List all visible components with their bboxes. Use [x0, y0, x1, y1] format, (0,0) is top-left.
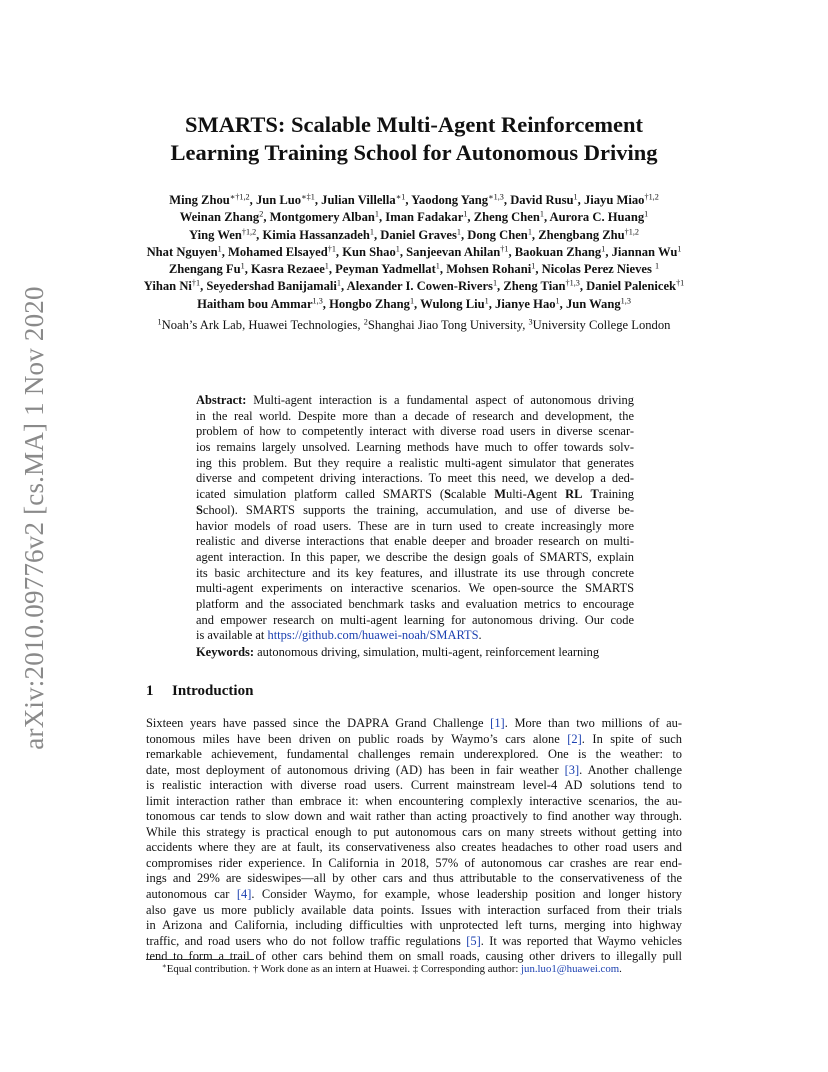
abstract-text: ing this problem. But they require a realistic multi-agent simulator that generates [196, 455, 634, 470]
keywords [196, 645, 634, 661]
acronym-letter: M [494, 487, 506, 502]
abstract-text: in the real world. Despite more than a decade of research and development, the [196, 408, 634, 423]
author-name: , Alexander I. Cowen-Rivers [341, 279, 493, 294]
arxiv-stamp-text: arXiv:2010.09776v2 [cs.MA] 1 Nov 2020 [19, 286, 49, 750]
author-line [100, 278, 728, 295]
author-name: , Nicolas Perez Nieves [535, 262, 656, 277]
author-name: , Dong Chen [460, 227, 528, 242]
author-name: , Jun Luo [249, 193, 302, 207]
author-affil-mark: ∗1,3 [488, 192, 504, 202]
acronym-letter: A [526, 487, 536, 502]
abstract-line [196, 487, 634, 503]
abstract-text: and empower research on multi-agent learning for autonomous driving. Our code [196, 612, 634, 627]
intro-text: remarkable achievement, fundamental challenges remain underexplored. One is the weather: to [146, 747, 682, 762]
citation-link[interactable]: [2] [567, 731, 582, 746]
author-affil-mark: 1 [573, 192, 578, 202]
author-name: , Hongbo Zhang [322, 296, 410, 311]
author-line [100, 296, 728, 313]
intro-text: autonomous car [146, 887, 237, 902]
author-affil-mark: 1 [484, 296, 489, 306]
intro-text: traffic, and road users who do not follow traffic regulations [146, 933, 467, 948]
intro-line [146, 840, 682, 856]
footnote-rule [146, 959, 254, 960]
author-affil-mark: 1 [492, 278, 498, 288]
intro-line [146, 918, 682, 934]
author-affil-mark: †1,3 [565, 278, 580, 288]
author-name: , Jiayu Miao [577, 193, 645, 207]
author-affil-mark: 1 [435, 261, 440, 271]
abstract-text: raining [598, 487, 635, 502]
abstract-line [196, 440, 634, 456]
abstract-label: Abstract: [196, 393, 247, 407]
abstract-line [196, 471, 634, 487]
intro-text: . Consider Waymo, for example, whose leadership position and longer history [251, 887, 682, 902]
author-affil-mark: ∗‡1 [301, 192, 315, 202]
author-name: , Zheng Tian [497, 279, 566, 294]
author-affil-mark: †1,2 [241, 227, 257, 237]
abstract-text: its basic architecture and its key features, and illustrate its use through concrete [196, 565, 634, 580]
arxiv-stamp [14, 283, 54, 753]
author-name: , Jianye Hao [488, 296, 556, 311]
author-name: , Sanjeevan Ahilan [399, 244, 501, 259]
intro-text: . More than two millions of au- [504, 716, 682, 730]
abstract-text: diverse and competent driving interactions. To meet this need, we develop a ded- [196, 471, 634, 486]
abstract-line [196, 503, 634, 519]
affiliations [100, 317, 728, 334]
title-line-2: Learning Training School for Autonomous Driving [170, 140, 658, 165]
intro-text: is realistic interaction with diverse road users. Current mainstream level-4 AD solutions tend to [146, 778, 682, 793]
author-name: Haitham bou Ammar [197, 296, 313, 311]
section-title: Introduction [172, 683, 254, 699]
abstract-line [196, 628, 634, 644]
intro-text: tonomous car tends to slow down and wait rather than acting proactively to find another way through. [146, 809, 682, 824]
abstract-line [196, 424, 634, 440]
intro-line [146, 903, 682, 919]
author-name: , Zheng Chen [467, 210, 540, 225]
intro-text: ings and 29% are sideswipes—all by other cars and thus attributable to the conservativeness of the [146, 871, 682, 886]
author-affil-mark: 1 [324, 261, 329, 271]
author-affil-mark: 1 [463, 209, 468, 219]
abstract-line [196, 534, 634, 550]
author-name: Zhengang Fu [168, 262, 241, 277]
footnote-tail: . [619, 963, 622, 975]
citation-link[interactable]: [3] [564, 762, 580, 777]
author-affil-mark: †1 [327, 244, 336, 254]
author-affil-mark: 1 [240, 261, 245, 271]
intro-line [146, 934, 682, 950]
abstract-text: calable [450, 487, 495, 502]
abstract-line [196, 519, 634, 535]
author-name: , Zhengbang Zhu [531, 227, 625, 242]
author-affil-mark: 1,3 [620, 296, 631, 306]
author-name: , Mohamed Elsayed [221, 244, 328, 259]
affiliation-mark: 2 [363, 317, 368, 327]
abstract-line [196, 550, 634, 566]
abstract-text: Multi-agent interaction is a fundamental aspect of autonomous driving [246, 393, 634, 407]
author-line [100, 244, 728, 261]
author-name: , Daniel Graves [373, 227, 457, 242]
abstract [196, 393, 634, 644]
author-name: Ying Wen [189, 227, 242, 242]
intro-text: tonomous miles have been driven on public roads by Waymo’s cars alone [146, 731, 568, 746]
intro-line [146, 809, 682, 825]
abstract-text: is available at [196, 628, 268, 643]
author-name: , Peyman Yadmellat [328, 262, 436, 277]
author-name: , Kun Shao [335, 244, 396, 259]
abstract-line [196, 597, 634, 613]
intro-line [146, 825, 682, 841]
footnote [146, 962, 682, 976]
author-name: Nhat Nguyen [146, 244, 218, 259]
intro-text: . It was reported that Waymo vehicles [480, 933, 682, 948]
abstract-text: platform and the associated benchmark tasks and evaluation metrics to encourage [196, 596, 634, 611]
author-name: , Seyedershad Banijamali [200, 279, 337, 294]
section-number: 1 [146, 683, 154, 699]
intro-text: in Arizona and California, including difficulties with unprotected left turns, merging into highway [146, 918, 682, 933]
author-affil-mark: †1 [191, 278, 201, 288]
author-affil-mark: 1 [369, 227, 374, 237]
author-name: , Wulong Liu [414, 296, 485, 311]
author-name: Yihan Ni [143, 279, 192, 294]
author-affil-mark: 1 [601, 244, 606, 254]
author-name: , Kasra Rezaee [244, 262, 325, 277]
author-affil-mark: 1 [677, 244, 682, 254]
author-affil-mark: 1 [644, 209, 649, 219]
abstract-text: havior models of road users. These are in turn used to create increasingly more [196, 518, 634, 533]
intro-line [146, 856, 682, 872]
abstract-line [196, 566, 634, 582]
abstract-text: ios remains largely unsolved. Learning methods have much to offer towards solv- [196, 440, 634, 455]
affiliation-name: Noah’s Ark Lab, Huawei Technologies, [161, 318, 364, 332]
author-name: , Mohsen Rohani [439, 262, 532, 277]
intro-text: . Another challenge [579, 762, 682, 777]
author-line [100, 209, 728, 226]
author-affil-mark: 1 [395, 244, 400, 254]
intro-line [146, 871, 682, 887]
affiliation-mark: 3 [528, 317, 533, 327]
intro-text: Sixteen years have passed since the DAPRA Grand Challenge [146, 716, 491, 730]
author-name: , Kimia Hassanzadeh [256, 227, 370, 242]
intro-text: accidents where they are at fault, its conservativeness also creates headaches to other road users and [146, 840, 682, 855]
abstract-text: problem of how to competently interact with diverse road users in diverse scenar- [196, 424, 634, 439]
abstract-text: multi-agent experiments on interactive scenarios. We open-source the SMARTS [196, 581, 634, 596]
affiliation-name: University College London [532, 318, 671, 332]
intro-line [146, 747, 682, 763]
author-line [100, 261, 728, 278]
title-line-1: SMARTS: Scalable Multi-Agent Reinforcement [184, 112, 644, 137]
author-name: Ming Zhou [169, 193, 230, 207]
acronym-letter: S [196, 502, 203, 517]
author-name: , Jiannan Wu [605, 244, 678, 259]
intro-text: date, most deployment of autonomous driving (AD) has been in fair weather [146, 762, 565, 777]
intro-line [146, 794, 682, 810]
footnote-text: Equal contribution. † Work done as an intern at Huawei. ‡ Corresponding author: [166, 963, 522, 975]
author-affil-mark: 1 [456, 227, 461, 237]
author-name: , Yaodong Yang [405, 193, 489, 207]
author-affil-mark: ∗1 [395, 192, 406, 202]
intro-text: . In spite of such [581, 731, 682, 746]
author-name: , Aurora C. Huang [543, 210, 645, 225]
author-affil-mark: 1 [539, 209, 544, 219]
abstract-line [196, 409, 634, 425]
abstract-text: agent interaction. In this paper, we describe the design goals of SMARTS, explain [196, 549, 634, 564]
author-line [100, 227, 728, 244]
abstract-line [196, 613, 634, 629]
author-affil-mark: 1 [409, 296, 415, 306]
author-affil-mark: 1,3 [312, 296, 323, 306]
author-line [100, 192, 728, 209]
acronym-letter: S [444, 487, 451, 502]
github-link[interactable]: https://github.com/huawei-noah/SMARTS [267, 628, 479, 643]
citation-link[interactable]: [1] [490, 716, 505, 730]
acronym-letter: T [590, 487, 599, 502]
author-affil-mark: 1 [336, 278, 341, 288]
author-affil-mark: 1 [555, 296, 560, 306]
author-affil-mark: 1 [374, 209, 379, 219]
author-affil-mark: †1,2 [624, 227, 639, 237]
citation-link[interactable]: [5] [466, 933, 481, 948]
abstract-text: realistic and diverse interactions that enable deeper and broader research on multi- [196, 534, 634, 549]
intro-text: compromises rider experience. In California in 2018, 57% of autonomous car crashes are rear end- [146, 855, 682, 870]
intro-text: While this strategy is practical enough to put autonomous cars on many streets without getting into [146, 824, 682, 839]
abstract-line [196, 393, 634, 409]
author-affil-mark: 1 [531, 261, 536, 271]
intro-line [146, 763, 682, 779]
abstract-tail: . [478, 628, 482, 643]
author-affil-mark: †1 [500, 244, 509, 254]
abstract-text: gent [535, 487, 566, 502]
intro-line [146, 732, 682, 748]
abstract-line [196, 456, 634, 472]
author-name: , Daniel Palenicek [579, 279, 677, 294]
intro-text: tend to form a trail of other cars behind them on small roads, causing other drivers to illegally pull [146, 949, 682, 964]
abstract-text: ulti- [505, 487, 527, 502]
author-name: , Baokuan Zhang [508, 244, 602, 259]
abstract-line [196, 581, 634, 597]
author-affil-mark: 1 [655, 261, 660, 271]
intro-line [146, 887, 682, 903]
author-affil-mark: 2 [259, 209, 264, 219]
author-name: , Jun Wang [559, 296, 621, 311]
author-affil-mark: 1 [217, 244, 222, 254]
affiliation-mark: 1 [157, 317, 162, 327]
intro-line [146, 778, 682, 794]
footnote-mark: ∗ [162, 962, 167, 971]
author-affil-mark: ∗†1,2 [229, 192, 250, 202]
acronym-letter: RL [565, 487, 583, 502]
keywords-label: Keywords: [196, 645, 255, 659]
author-list [100, 192, 728, 313]
abstract-text: icated simulation platform called SMARTS ( [196, 487, 445, 502]
intro-paragraph [146, 716, 682, 965]
author-name: Weinan Zhang [179, 210, 260, 225]
section-heading [146, 681, 253, 701]
abstract-text: chool). SMARTS supports the training, accumulation, and use of diverse be- [202, 502, 634, 517]
affiliation-name: Shanghai Jiao Tong University, [367, 318, 529, 332]
author-name: , Montgomery Alban [263, 210, 375, 225]
author-affil-mark: †1,2 [644, 192, 659, 202]
intro-text: also gave us more publicly available data points. Issues with interaction surfaced from their trials [146, 902, 682, 917]
author-affil-mark: †1 [676, 278, 685, 288]
author-name: , Julian Villella [314, 193, 396, 207]
corresponding-email-link[interactable]: jun.luo1@huawei.com [521, 963, 620, 975]
citation-link[interactable]: [4] [236, 887, 252, 902]
author-affil-mark: 1 [527, 227, 532, 237]
author-name: , Iman Fadakar [379, 210, 464, 225]
paper-title [100, 111, 728, 167]
intro-text: limit interaction rather than embrace it: when encountering complexly interactive scenarios, the au- [146, 793, 682, 808]
author-name: , David Rusu [503, 193, 574, 207]
keywords-text: autonomous driving, simulation, multi-agent, reinforcement learning [254, 645, 600, 659]
intro-line [146, 716, 682, 732]
